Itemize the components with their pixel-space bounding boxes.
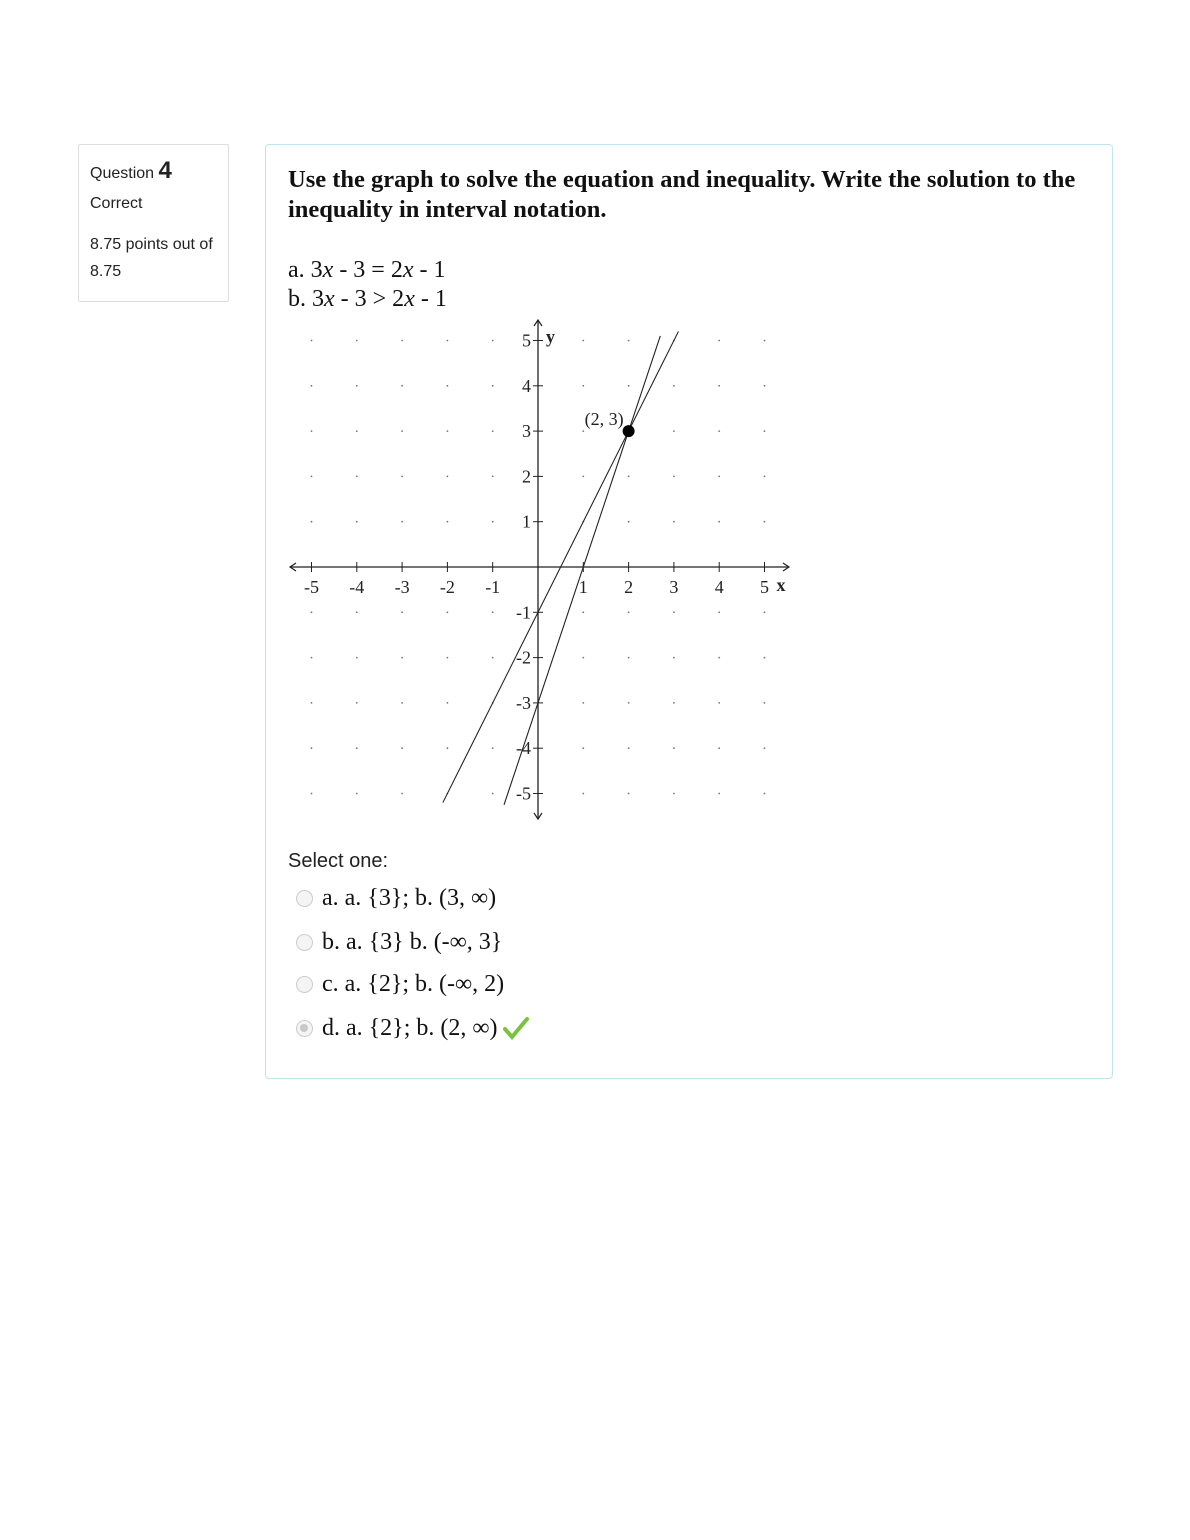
x-tick-label: 3 <box>669 577 679 597</box>
grid-dot <box>628 702 630 704</box>
grid-dot <box>401 793 403 795</box>
y-tick-label: -3 <box>516 692 531 713</box>
series-line <box>504 336 660 805</box>
option-a[interactable]: a. a. {3}; b. (3, ∞) <box>296 883 496 913</box>
grid-dot <box>447 385 449 387</box>
grid-dot <box>582 702 584 704</box>
graph <box>287 315 797 825</box>
grid-dot <box>492 747 494 749</box>
grid-dot <box>718 611 720 613</box>
grid-dot <box>311 657 313 659</box>
option-d[interactable]: d. a. {2}; b. (2, ∞) <box>296 1013 529 1043</box>
question-text: Use the graph to solve the equation and inequality. Write the solution to the inequality in interval notation. <box>288 166 1076 223</box>
option-b[interactable]: b. a. {3} b. (-∞, 3} <box>296 927 502 957</box>
grid-dot <box>356 521 358 523</box>
grid-dot <box>492 793 494 795</box>
question-grade: 8.75 points out of 8.75 <box>90 236 213 280</box>
grid-dot <box>718 657 720 659</box>
grid-dot <box>447 340 449 342</box>
grid-dot <box>718 340 720 342</box>
grid-dot <box>492 385 494 387</box>
grid-dot <box>673 793 675 795</box>
grid-dot <box>718 793 720 795</box>
y-tick-label: -2 <box>516 647 531 668</box>
grid-dot <box>582 657 584 659</box>
grid-dot <box>718 430 720 432</box>
grid-dot <box>764 793 766 795</box>
inequality-b: b. 3x - 3 > 2x - 1 <box>288 286 447 312</box>
y-tick-label: 3 <box>522 421 531 442</box>
grid-dot <box>356 340 358 342</box>
y-tick-label: 5 <box>522 330 531 351</box>
grid-dot <box>447 476 449 478</box>
grid-dot <box>718 521 720 523</box>
question-content <box>265 144 1113 1079</box>
correct-check-icon <box>503 1016 529 1040</box>
grid-dot <box>673 385 675 387</box>
grid-dot <box>764 476 766 478</box>
grid-dot <box>311 702 313 704</box>
grid-dot <box>401 521 403 523</box>
grid-dot <box>628 793 630 795</box>
grid-dot <box>401 476 403 478</box>
grid-dot <box>401 430 403 432</box>
grid-dot <box>673 430 675 432</box>
grid-dot <box>356 702 358 704</box>
grid-dot <box>401 657 403 659</box>
grid-dot <box>582 611 584 613</box>
grid-dot <box>401 747 403 749</box>
grid-dot <box>718 385 720 387</box>
y-tick-label: 2 <box>522 466 531 487</box>
grid-dot <box>356 385 358 387</box>
x-axis-label: x <box>776 575 786 595</box>
y-tick-label: -1 <box>516 602 531 623</box>
grid-dot <box>764 702 766 704</box>
radio-c[interactable] <box>296 976 313 993</box>
grid-dot <box>447 521 449 523</box>
grid-dot <box>718 476 720 478</box>
question-state: Correct <box>90 195 143 212</box>
grid-dot <box>764 747 766 749</box>
grid-dot <box>673 702 675 704</box>
grid-dot <box>492 657 494 659</box>
grid-dot <box>764 340 766 342</box>
grid-dot <box>356 793 358 795</box>
grid-dot <box>447 611 449 613</box>
grid-dot <box>764 385 766 387</box>
grid-dot <box>401 702 403 704</box>
x-tick-label: 5 <box>760 577 769 597</box>
x-tick-label: -2 <box>439 577 455 597</box>
y-tick-label: -5 <box>516 783 531 804</box>
grid-dot <box>673 476 675 478</box>
radio-d[interactable] <box>296 1020 313 1037</box>
x-tick-label: 1 <box>578 577 588 597</box>
grid-dot <box>628 385 630 387</box>
grid-dot <box>582 476 584 478</box>
grid-dot <box>764 430 766 432</box>
grid-dot <box>582 793 584 795</box>
radio-b[interactable] <box>296 934 313 951</box>
grid-dot <box>628 476 630 478</box>
grid-dot <box>356 611 358 613</box>
grid-dot <box>764 611 766 613</box>
axis-arrows <box>290 320 789 819</box>
grid-dot <box>401 340 403 342</box>
grid-dot <box>673 657 675 659</box>
equation-a: a. 3x - 3 = 2x - 1 <box>288 257 446 283</box>
grid-dot <box>311 476 313 478</box>
x-tick-label: -5 <box>304 577 319 597</box>
grid-dot <box>311 793 313 795</box>
grid-dot <box>764 657 766 659</box>
y-tick-label: 4 <box>522 375 531 396</box>
grid-dot <box>447 702 449 704</box>
grid-dot <box>311 747 313 749</box>
grid-dot <box>764 521 766 523</box>
grid-dot <box>447 430 449 432</box>
grid-dot <box>311 521 313 523</box>
grid-dot <box>492 340 494 342</box>
grid-dot <box>582 430 584 432</box>
select-one-label: Select one: <box>288 850 389 872</box>
grid-dot <box>447 657 449 659</box>
grid-dot <box>673 521 675 523</box>
grid-dot <box>311 385 313 387</box>
grid-dot <box>628 340 630 342</box>
grid-dot <box>628 611 630 613</box>
y-tick-label: 1 <box>522 511 531 532</box>
grid-dot <box>628 747 630 749</box>
grid-dot <box>492 476 494 478</box>
x-tick-label: 2 <box>624 577 634 597</box>
y-tick-label: -4 <box>516 738 531 759</box>
grid-dot <box>311 340 313 342</box>
radio-a[interactable] <box>296 890 313 907</box>
grid-dot <box>356 476 358 478</box>
question-info <box>78 144 229 302</box>
grid-dot <box>356 747 358 749</box>
point-label: (2, 3) <box>584 409 624 430</box>
grid-dot <box>492 430 494 432</box>
grid-dot <box>628 521 630 523</box>
grid-dot <box>582 340 584 342</box>
x-tick-label: -1 <box>485 577 501 597</box>
grid-dot <box>582 385 584 387</box>
x-tick-label: 4 <box>714 577 724 597</box>
grid-dot <box>492 521 494 523</box>
grid-dot <box>311 611 313 613</box>
grid-dot <box>492 611 494 613</box>
grid-dot <box>628 657 630 659</box>
grid-dot <box>311 430 313 432</box>
x-tick-label: -4 <box>349 577 365 597</box>
intersection-point <box>623 425 635 437</box>
grid-dot <box>356 657 358 659</box>
x-tick-label: -3 <box>394 577 410 597</box>
grid-dot <box>447 747 449 749</box>
question-number: Question 4 <box>90 157 172 184</box>
grid-dot <box>718 747 720 749</box>
y-axis-label: y <box>546 326 555 347</box>
grid-dot <box>718 702 720 704</box>
grid-dot <box>356 430 358 432</box>
grid-dot <box>401 611 403 613</box>
grid-dot <box>401 385 403 387</box>
option-c[interactable]: c. a. {2}; b. (-∞, 2) <box>296 969 504 999</box>
grid-dot <box>673 747 675 749</box>
grid-dot <box>673 611 675 613</box>
grid-dot <box>582 747 584 749</box>
